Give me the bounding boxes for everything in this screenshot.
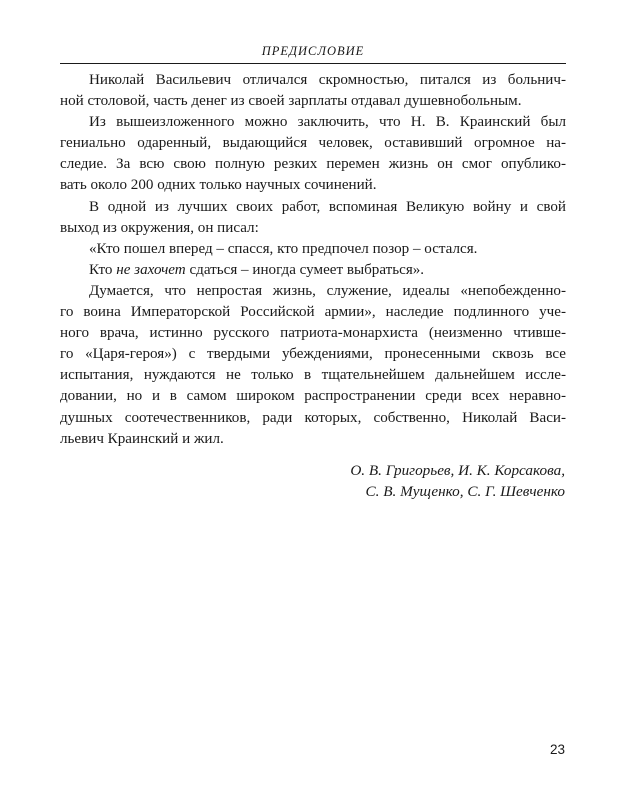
text-line: го «Царя-героя») с твердыми убеждениями, пронесенными сквозь все xyxy=(60,346,566,363)
body-text xyxy=(60,70,566,450)
quote-line: «Кто пошел вперед – спасся, кто предпочел позор – остался. xyxy=(89,240,478,257)
quote-line: Кто не захочет сдаться – иногда сумеет выбраться». xyxy=(89,261,425,278)
text-line: льевич Краинский и жил. xyxy=(60,430,224,447)
text-line: го воина Императорской Российской армии», наследие подлинного уче- xyxy=(60,304,566,321)
emphasis: не захочет xyxy=(116,261,186,278)
signature-line: С. В. Мущенко, С. Г. Шевченко xyxy=(365,483,565,501)
text-line: ного врача, истинно русского патриота-монархиста (неизменно чтивше- xyxy=(60,325,566,342)
text-line: гениально одаренный, выдающийся человек, оставивший огромное на- xyxy=(60,135,566,152)
text-line: выход из окружения, он писал: xyxy=(60,219,259,236)
text-line: душных соотечественников, ради которых, собственно, Николай Васи- xyxy=(60,409,566,426)
running-header: ПРЕДИСЛОВИЕ xyxy=(261,44,365,58)
text-line: Из вышеизложенного можно заключить, что Н. В. Краинский был xyxy=(89,114,566,131)
page-number: 23 xyxy=(549,742,565,757)
text-line: Николай Васильевич отличался скромностью, питался из больнич- xyxy=(89,72,566,88)
text-line: испытания, нуждаются не только в тщательнейшем дальнейшем иссле- xyxy=(60,367,566,384)
text-line: ной столовой, часть денег из своей зарплаты отдавал душевнобольным. xyxy=(60,93,522,110)
signature-line: О. В. Григорьев, И. К. Корсакова, xyxy=(350,462,565,479)
text-line: В одной из лучших своих работ, вспоминая Великую войну и свой xyxy=(89,198,566,215)
text-line: следие. За всю свою полную резких перемен жизнь он смог опублико- xyxy=(60,156,566,173)
text-line: довании, но и в самом широком распространении среди всех неравно- xyxy=(60,388,566,405)
text-line: Думается, что непростая жизнь, служение, идеалы «непобежденно- xyxy=(89,282,566,299)
text-line: вать около 200 одних только научных сочинений. xyxy=(60,177,377,194)
signature xyxy=(350,460,565,502)
header-rule xyxy=(60,63,566,64)
